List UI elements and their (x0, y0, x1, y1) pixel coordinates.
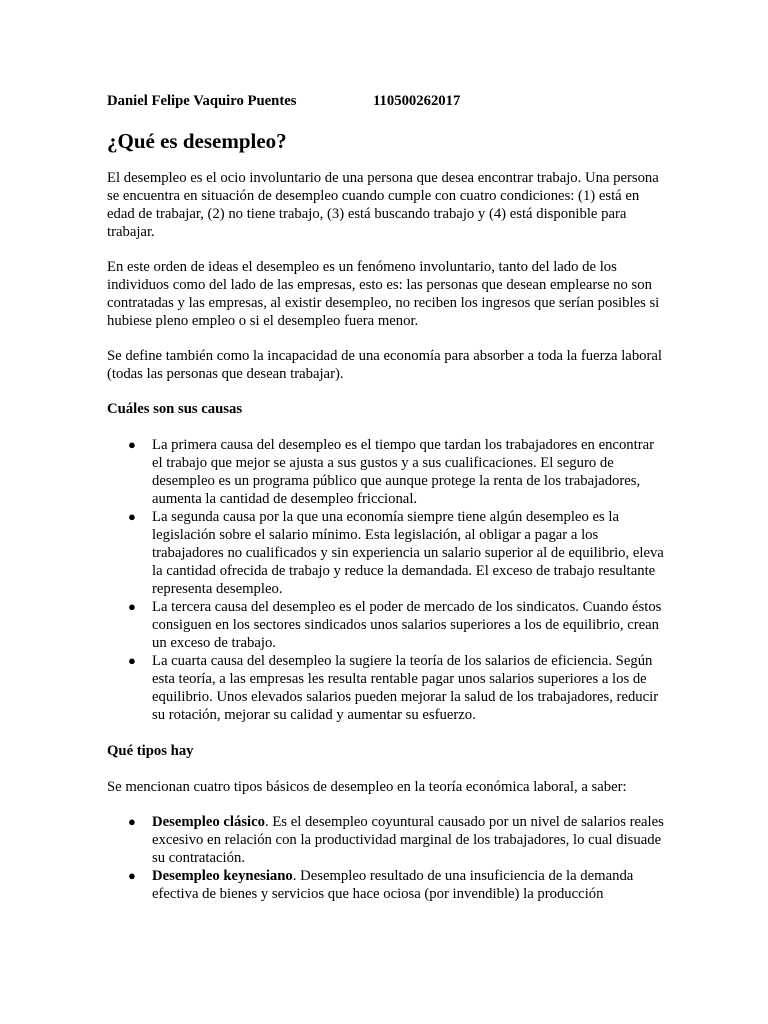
document-page (107, 92, 667, 921)
type-term: Desempleo keynesiano (152, 868, 293, 884)
intro-paragraph-1: El desempleo es el ocio involuntario de una persona que desea encontrar trabajo. Una persona se encuentra en situación de desempleo cuando cumple con cuatro condiciones: (1) está en edad de trabajar, (2) no tiene trabajo, (3) está buscando trabajo y (4) está disponible para trabajar. (107, 170, 659, 240)
types-heading: Qué tipos hay (107, 743, 194, 759)
document-title: ¿Qué es desempleo? (107, 129, 287, 153)
causes-heading: Cuáles son sus causas (107, 401, 243, 417)
document-header (107, 92, 667, 110)
list-item: ● Desempleo clásico. Es el desempleo coyuntural causado por un nivel de salarios reales excesivo en relación con la productividad marginal de los trabajadores, lo cual disuade su contratación. (128, 814, 664, 866)
list-item: ● Desempleo keynesiano. Desempleo resultado de una insuficiencia de la demanda efectiva de bienes y servicios que hace ociosa (por invendible) la producción (128, 868, 634, 902)
author-name: Daniel Felipe Vaquiro Puentes (107, 93, 297, 109)
bullet-icon: ● (128, 653, 136, 668)
bullet-icon: ● (128, 509, 136, 524)
list-item: ● La primera causa del desempleo es el tiempo que tardan los trabajadores en encontrar el trabajo que mejor se ajusta a sus gustos y a sus cualificaciones. El seguro de desempleo es un programa público que aunque protege la renta de los trabajadores, aumenta la cantidad de desempleo friccional. (128, 437, 655, 507)
causes-list (107, 436, 667, 724)
types-list (107, 813, 667, 903)
student-id: 110500262017 (373, 93, 461, 109)
bullet-icon: ● (128, 437, 136, 452)
bullet-icon: ● (128, 599, 136, 614)
list-item: ● La cuarta causa del desempleo la sugiere la teoría de los salarios de eficiencia. Según esta teoría, a las empresas les resulta rentable pagar unos salarios superiores a los de equilibrio. Unos elevados salarios pueden mejorar la salud de los trabajadores, reducir su rotación, mejorar su calidad y aumentar su esfuerzo. (128, 653, 659, 723)
intro-paragraph-3: Se define también como la incapacidad de una economía para absorber a toda la fuerza laboral (todas las personas que desean trabajar). (107, 348, 663, 382)
bullet-icon: ● (128, 868, 136, 883)
bullet-icon: ● (128, 814, 136, 829)
list-item: ● La segunda causa por la que una economía siempre tiene algún desempleo es la legislación sobre el salario mínimo. Esta legislación, al obligar a pagar a los trabajadores no cualificados y sin experiencia un salario superior al de equilibrio, eleva la cantidad ofrecida de trabajo y reduce la demandada. El exceso de trabajo resultante representa desempleo. (128, 509, 664, 597)
type-term: Desempleo clásico (152, 814, 265, 830)
list-item: ● La tercera causa del desempleo es el poder de mercado de los sindicatos. Cuando éstos consiguen en los sectores sindicados unos salarios superiores a los de equilibrio, crean un exceso de trabajo. (128, 599, 662, 651)
intro-paragraph-2: En este orden de ideas el desempleo es un fenómeno involuntario, tanto del lado de los individuos como del lado de las empresas, esto es: las personas que desean emplearse no son contratadas y las empresas, al existir desempleo, no reciben los ingresos que serían posibles si hubiese pleno empleo o si el desempleo fuera menor. (107, 259, 660, 329)
types-intro: Se mencionan cuatro tipos básicos de desempleo en la teoría económica laboral, a saber: (107, 779, 627, 795)
